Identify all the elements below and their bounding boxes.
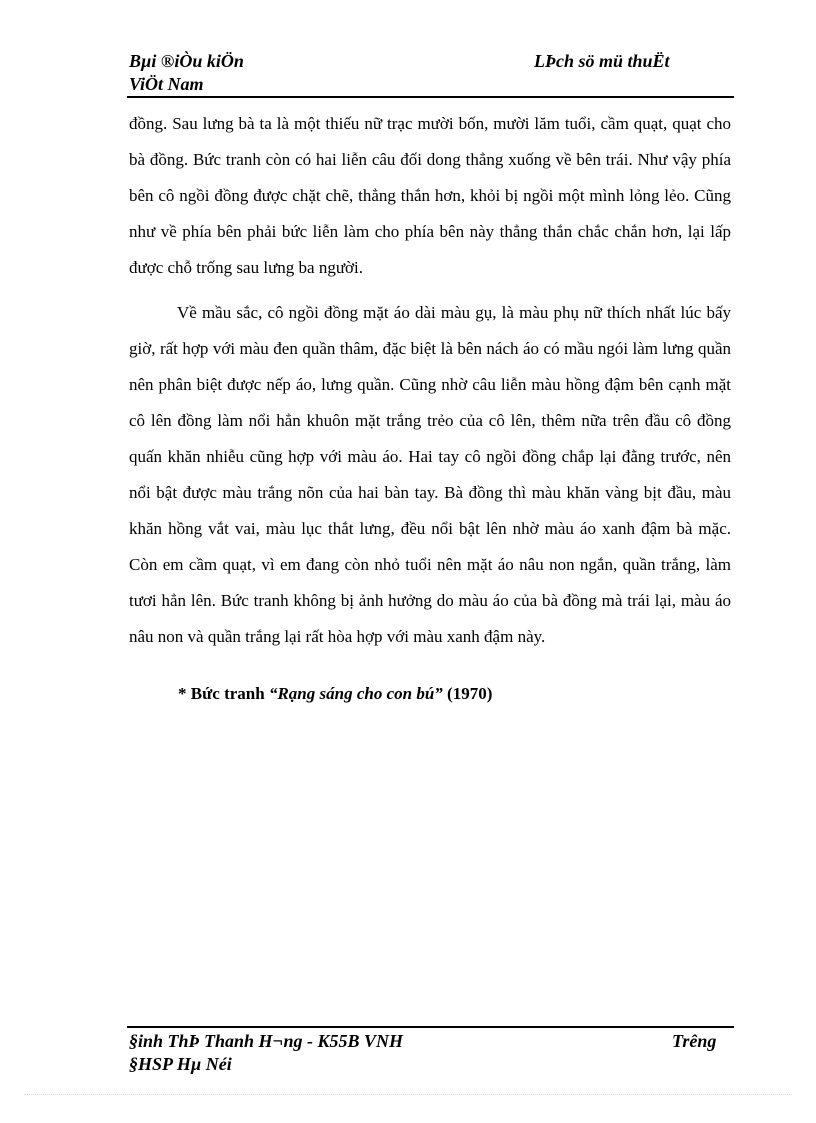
header-course: LÞch sö mü thuËt — [534, 51, 670, 71]
caption-title: “Rạng sáng cho con bú” — [268, 684, 443, 703]
caption-year: (1970) — [447, 684, 493, 703]
header-rule — [127, 96, 734, 98]
paragraph-1: đồng. Sau lưng bà ta là một thiếu nữ trạc mười bốn, mười lăm tuổi, cầm quạt, quạt cho bà đồng. Bức tranh còn có hai liễn câu đối dong thẳng xuống về bên trái. Như vậy phía bên cô ngồi đồng được chặt chẽ, thẳng thắn hơn, khỏi bị ngồi một mình lỏng lẻo. Cũng như về phía bên phải bức liễn làm cho phía bên này thẳng thắn chắc chắn hơn, lại lấp được chỗ trống sau lưng ba người. — [129, 114, 731, 277]
body-text — [129, 106, 731, 655]
painting-caption — [178, 676, 492, 712]
footer-rule — [127, 1026, 734, 1028]
footer-left — [129, 1030, 403, 1076]
footer-university: §HSP Hµ Néi — [129, 1054, 232, 1074]
caption-prefix: * Bức tranh — [178, 684, 265, 703]
header-subject: Bµi ®iÒu kiÖn — [129, 51, 244, 71]
footer-author: §inh ThÞ Thanh H¬ng - K55B VNH — [129, 1031, 403, 1051]
header-subject-line2: ViÖt Nam — [129, 74, 204, 94]
header-left — [129, 50, 244, 96]
paragraph-2: Về mầu sắc, cô ngồi đồng mặt áo dài màu gụ, là màu phụ nữ thích nhất lúc bấy giờ, rất hợp với màu đen quần thâm, đặc biệt là bên nách áo có mầu ngói làm lưng quần nên phân biệt được nếp áo, lưng quần. Cũng nhờ câu liễn màu hồng đậm bên cạnh mặt cô lên đồng làm nổi hẳn khuôn mặt trắng trẻo của cô lên, thêm nữa trên đầu cô đồng quấn khăn nhiễu cũng hợp với màu áo. Hai tay cô ngồi đồng chắp lại đằng trước, nên nổi bật được màu trắng nõn của hai bàn tay. Bà đồng thì màu khăn vàng bịt đầu, màu khăn hồng vắt vai, màu lục thắt lưng, đều nổi bật lên nhờ màu áo xanh đậm bà mặc. Còn em cầm quạt, vì em đang còn nhỏ tuổi nên mặt áo nâu non ngắn, quần trắng, làm tươi hẳn lên. Bức tranh không bị ảnh hưởng do màu áo của bà đồng mà trái lại, màu áo nâu non và quần trắng lại rất hòa hợp với màu xanh đậm này. — [129, 303, 731, 646]
page-bottom-border — [24, 1094, 792, 1095]
footer-school: Trêng — [672, 1031, 717, 1051]
